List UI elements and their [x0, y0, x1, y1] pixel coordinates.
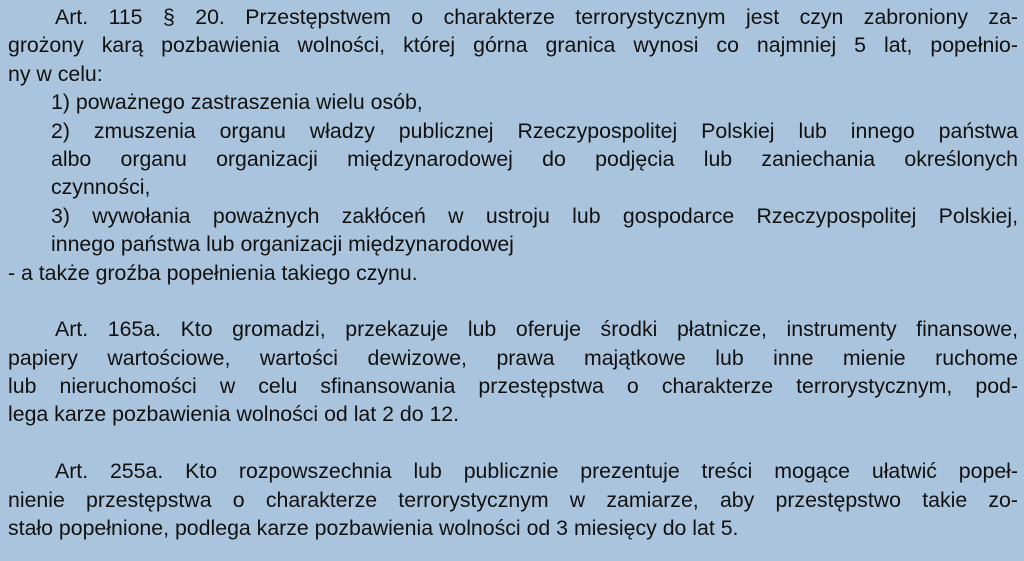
- article-255a-line: stało popełnione, podlega karze pozbawienia wolności od 3 miesięcy do lat 5.: [8, 516, 739, 541]
- item-line: czynności,: [51, 175, 151, 200]
- item-line: innego państwa lub organizacji międzynarodowej: [51, 232, 514, 257]
- article-115-closing: - a także groźba popełnienia takiego czynu.: [8, 260, 418, 285]
- item-line: albo organu organizacji międzynarodowej do podjęcia lub zaniechania określonych: [51, 146, 1018, 171]
- article-165a-line: lub nieruchomości w celu sfinansowania przestępstwa o charakterze terrorystycznym, pod-: [8, 374, 1018, 399]
- article-115-item-3: [8, 202, 1018, 259]
- article-115-line: ny w celu:: [8, 61, 103, 86]
- item-line: 2) zmuszenia organu władzy publicznej Rzeczypospolitej Polskiej lub innego państwa: [51, 118, 1018, 143]
- article-115-par-20: [8, 3, 1018, 287]
- item-line: 1) poważnego zastraszenia wielu osób,: [51, 90, 423, 115]
- article-255a: [8, 457, 1018, 542]
- article-165a-line: papiery wartościowe, wartości dewizowe, prawa majątkowe lub inne mienie ruchome: [8, 345, 1018, 370]
- paragraph-spacer: [8, 429, 1018, 457]
- article-115-item-1: [8, 88, 1018, 116]
- article-115-item-2: [8, 117, 1018, 202]
- article-255a-line: nienie przestępstwa o charakterze terrorystycznym w zamiarze, aby przestępstwo takie zo-: [8, 487, 1018, 512]
- article-115-line: grożony karą pozbawienia wolności, której górna granica wynosi co najmniej 5 lat, popełnio-: [8, 33, 1018, 58]
- article-165a-line: Art. 165a. Kto gromadzi, przekazuje lub oferuje środki płatnicze, instrumenty finansowe,: [55, 317, 1018, 342]
- article-115-line: Art. 115 § 20. Przestępstwem o charakterze terrorystycznym jest czyn zabroniony za-: [55, 5, 1018, 29]
- article-165a-line: lega karze pozbawienia wolności od lat 2 do 12.: [8, 402, 460, 427]
- item-line: 3) wywołania poważnych zakłóceń w ustroju lub gospodarce Rzeczypospolitej Polskiej,: [51, 203, 1018, 228]
- article-165a: [8, 315, 1018, 429]
- article-255a-line: Art. 255a. Kto rozpowszechnia lub publicznie prezentuje treści mogące ułatwić popeł-: [55, 459, 1018, 484]
- paragraph-spacer: [8, 287, 1018, 315]
